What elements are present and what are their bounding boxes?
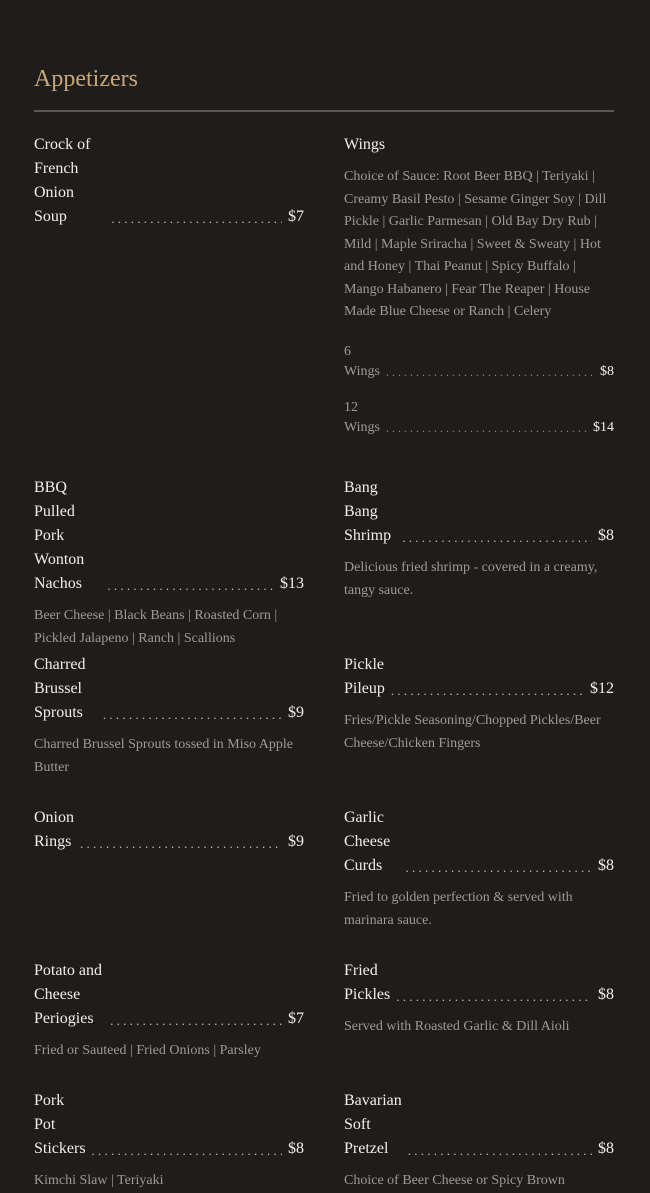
dot-leader [386,362,594,382]
menu-item-pickle-pileup [344,653,614,755]
menu-item-bbq-nachos [34,476,304,650]
wings-option-6 [344,342,614,382]
item-description: Fries/Pickle Seasoning/Chopped Pickles/Beer Cheese/Chicken Fingers [344,713,601,751]
item-price: $8 [288,1140,304,1157]
dot-leader [92,1141,282,1161]
option-price: $8 [600,363,614,379]
item-name: Potato and Cheese Periogies [34,962,102,1027]
item-description: Choice of Sauce: Root Beer BBQ | Teriyaki | Creamy Basil Pesto | Sesame Ginger Soy | Dill Pickle | Garlic Parmesan | Old Bay Dry Rub | Mild | Maple Sriracha | Sweet & Sweaty | Hot and Honey | Thai Peanut | Spicy Buffalo | Mango Habanero | Fear The Reaper | House Made Blue Cheese or Ranch | Celery [344,169,607,319]
menu-item-wings [344,133,614,438]
item-name: Pork Pot Stickers [34,1092,86,1157]
menu-item-periogies [34,959,304,1063]
dot-leader [405,858,592,878]
item-name: Bang Bang Shrimp [344,479,392,544]
item-name: Fried Pickles [344,962,391,1003]
item-name: Onion Rings [34,809,74,850]
item-name: Bavarian Soft Pretzel [344,1092,402,1157]
item-name: Charred Brussel Sprouts [34,656,86,721]
item-name: Garlic Cheese Curds [344,809,391,874]
dot-leader [103,705,282,725]
dot-leader [408,1141,592,1161]
dot-leader [80,834,282,854]
option-price: $14 [593,419,614,435]
option-label: 6 Wings [344,343,380,379]
item-description: Beer Cheese | Black Beans | Roasted Corn | Pickled Jalapeno | Ranch | Scallions [34,608,278,646]
menu-item-pork-pot-stickers [34,1089,304,1193]
item-price: $9 [288,704,304,721]
item-description: Kimchi Slaw | Teriyaki [34,1173,164,1188]
menu-item-bavarian-pretzel [344,1089,614,1193]
option-label: 12 Wings [344,399,380,435]
dot-leader [396,987,592,1007]
dot-leader [386,418,587,438]
item-name: Pickle Pileup [344,656,385,697]
item-description: Fried to golden perfection & served with marinara sauce. [344,890,573,928]
item-description: Choice of Beer Cheese or Spicy Brown [344,1173,565,1188]
menu-item-garlic-cheese-curds [344,806,614,932]
wings-option-12 [344,398,614,438]
item-price: $7 [288,1010,304,1027]
dot-leader [110,1011,282,1031]
item-description: Served with Roasted Garlic & Dill Aioli [344,1019,570,1034]
menu-item-brussel-sprouts [34,653,304,779]
section-title: Appetizers [34,66,138,92]
dot-leader [107,576,274,596]
item-name: BBQ Pulled Pork Wonton Nachos [34,479,85,592]
item-price: $7 [288,208,304,225]
dot-leader [402,528,592,548]
menu-item-onion-rings [34,806,304,854]
menu-item-bang-bang-shrimp [344,476,614,602]
item-price: $8 [598,527,614,544]
section-divider [34,110,614,112]
item-description: Charred Brussel Sprouts tossed in Miso Apple Butter [34,737,293,775]
item-price: $13 [280,575,304,592]
item-description: Delicious fried shrimp - covered in a creamy, tangy sauce. [344,560,598,598]
menu-item-french-onion-soup [34,133,304,229]
item-price: $12 [590,680,614,697]
dot-leader [111,209,282,229]
item-name: Wings [344,136,386,153]
item-price: $8 [598,986,614,1003]
item-description: Fried or Sauteed | Fried Onions | Parsley [34,1043,261,1058]
item-name: Crock of French Onion Soup [34,136,91,225]
menu-item-fried-pickles [344,959,614,1039]
dot-leader [391,681,584,701]
item-price: $8 [598,1140,614,1157]
item-price: $9 [288,833,304,850]
item-price: $8 [598,857,614,874]
